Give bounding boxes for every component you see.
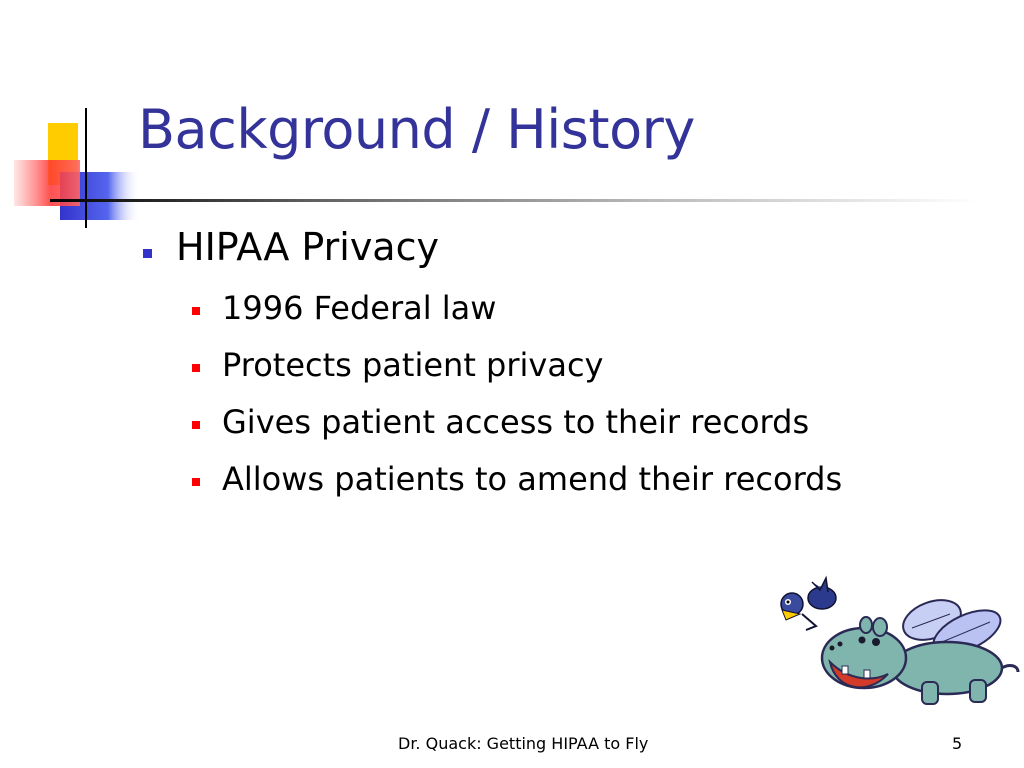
bullet-text: HIPAA Privacy	[176, 225, 439, 269]
title-underline	[50, 199, 980, 202]
square-bullet-icon	[192, 478, 200, 486]
square-bullet-icon	[143, 249, 152, 258]
slide-number: 5	[952, 734, 963, 753]
slide-footer: Dr. Quack: Getting HIPAA to Fly	[398, 734, 649, 753]
square-bullet-icon	[192, 421, 200, 429]
bullet-text: Protects patient privacy	[222, 346, 604, 384]
corner-squares-graphic	[0, 100, 150, 240]
bullet-text: Allows patients to amend their records	[222, 460, 843, 498]
bullet-text: Gives patient access to their records	[222, 403, 810, 441]
square-bullet-icon	[192, 307, 200, 315]
bullet-text: 1996 Federal law	[222, 289, 497, 327]
slide-title: Background / History	[138, 98, 695, 161]
flying-hippo-clipart	[772, 570, 1022, 712]
square-bullet-icon	[192, 364, 200, 372]
